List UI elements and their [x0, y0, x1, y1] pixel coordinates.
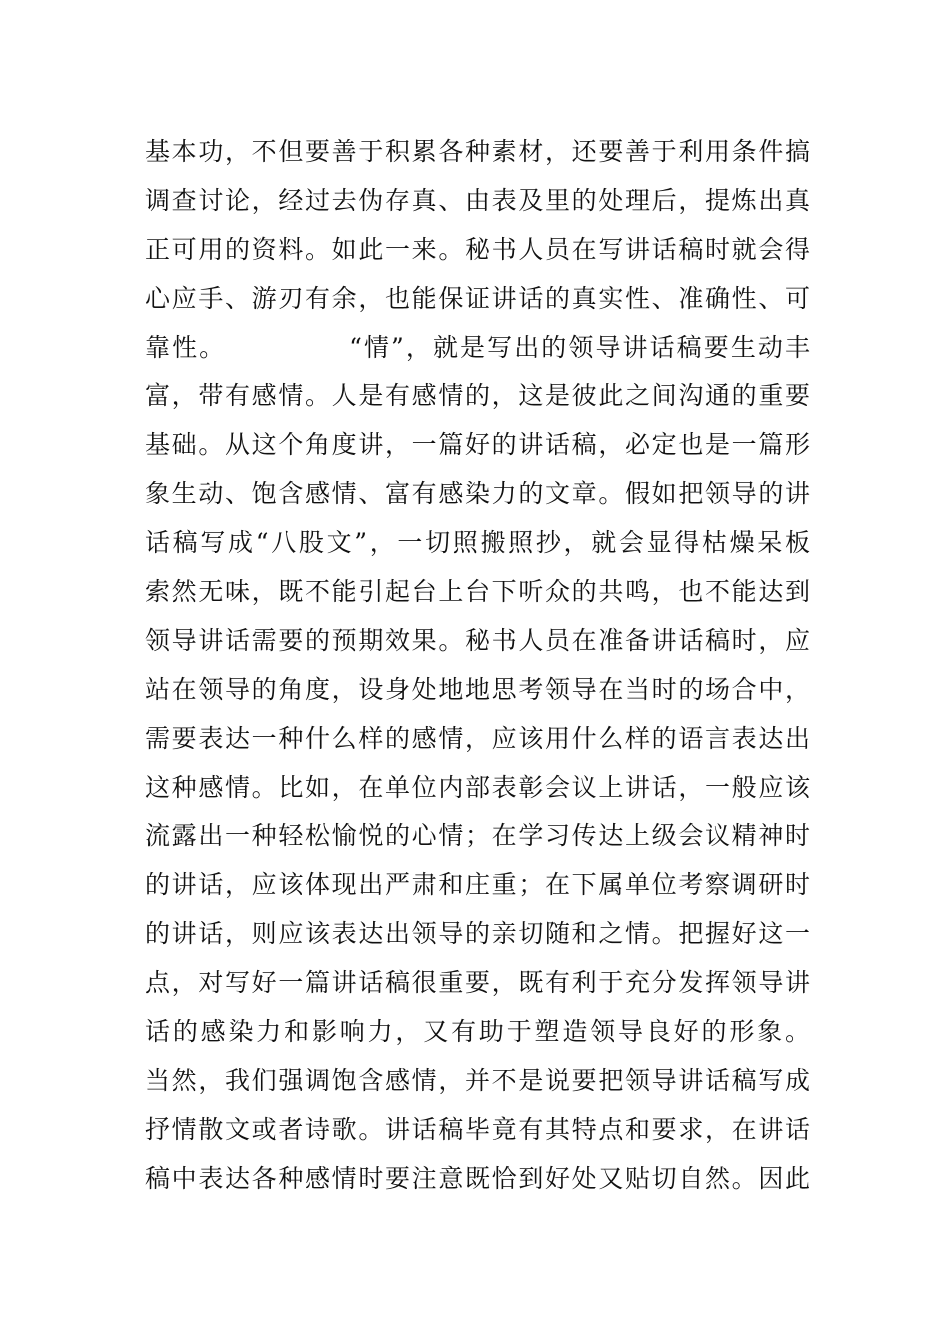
text-line: 基础。从这个角度讲，一篇好的讲话稿，必定也是一篇形	[145, 430, 810, 460]
text-line: 这种感情。比如，在单位内部表彰会议上讲话，一般应该	[145, 772, 810, 802]
text-line: 富，带有感情。人是有感情的，这是彼此之间沟通的重要	[145, 381, 810, 411]
text-line: 话的感染力和影响力，又有助于塑造领导良好的形象。	[145, 1017, 810, 1047]
text-line: 需要表达一种什么样的感情，应该用什么样的语言表达出	[145, 723, 810, 753]
text-line: 稿中表达各种感情时要注意既恰到好处又贴切自然。因此	[145, 1163, 810, 1193]
body-text	[145, 128, 810, 1204]
text-line: 靠性。 “情”，就是写出的领导讲话稿要生动丰	[145, 332, 810, 362]
text-line: 索然无味，既不能引起台上台下听众的共鸣，也不能达到	[145, 577, 810, 607]
text-line: 的讲话，则应该表达出领导的亲切随和之情。把握好这一	[145, 919, 810, 949]
text-line: 流露出一种轻松愉悦的心情；在学习传达上级会议精神时	[145, 821, 810, 851]
text-line: 领导讲话需要的预期效果。秘书人员在准备讲话稿时，应	[145, 625, 810, 655]
text-line: 象生动、饱含感情、富有感染力的文章。假如把领导的讲	[145, 479, 810, 509]
text-line: 站在领导的角度，设身处地地思考领导在当时的场合中，	[145, 674, 810, 704]
text-line: 话稿写成“八股文”，一切照搬照抄，就会显得枯燥呆板	[145, 528, 810, 558]
text-line: 基本功，不但要善于积累各种素材，还要善于利用条件搞	[145, 137, 810, 166]
text-line: 当然，我们强调饱含感情，并不是说要把领导讲话稿写成	[145, 1065, 810, 1095]
text-line: 点，对写好一篇讲话稿很重要，既有利于充分发挥领导讲	[145, 968, 810, 998]
text-line: 调查讨论，经过去伪存真、由表及里的处理后，提炼出真	[145, 185, 810, 215]
text-line: 心应手、游刃有余，也能保证讲话的真实性、准确性、可	[145, 283, 810, 313]
text-line: 抒情散文或者诗歌。讲话稿毕竟有其特点和要求，在讲话	[145, 1114, 810, 1144]
text-line: 正可用的资料。如此一来。秘书人员在写讲话稿时就会得	[145, 234, 810, 264]
text-line: 的讲话，应该体现出严肃和庄重；在下属单位考察调研时	[145, 870, 810, 900]
